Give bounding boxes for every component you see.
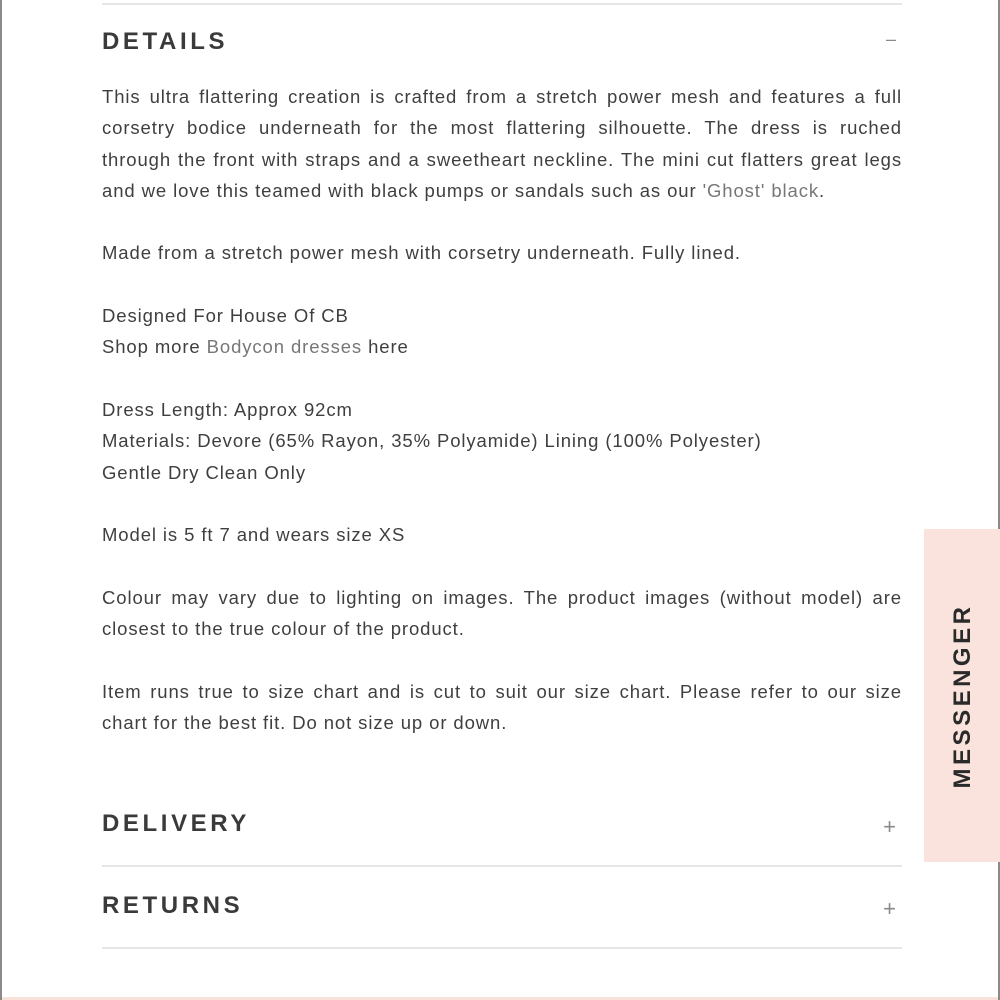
details-header[interactable] (102, 28, 902, 68)
messenger-tab[interactable] (924, 529, 1000, 862)
designed-for: Designed For House Of CB (102, 305, 349, 327)
bodycon-dresses-link[interactable]: Bodycon dresses (206, 336, 363, 358)
details-intro (102, 81, 902, 206)
delivery-header[interactable] (102, 810, 902, 850)
shop-more-prefix: Shop more (102, 336, 207, 358)
expand-icon[interactable]: + (883, 896, 896, 921)
ghost-black-link[interactable]: 'Ghost' black (702, 179, 820, 201)
designer-block (102, 300, 902, 363)
expand-icon[interactable]: + (883, 814, 896, 839)
collapse-icon[interactable]: – (885, 29, 896, 49)
delivery-title: DELIVERY (102, 810, 250, 837)
returns-divider (102, 947, 902, 949)
top-divider (102, 3, 902, 5)
returns-title: RETURNS (102, 892, 244, 919)
fabric-note: Made from a stretch power mesh with corsetry underneath. Fully lined. (102, 242, 741, 264)
dress-length: Dress Length: Approx 92cm (102, 398, 353, 420)
care-instructions: Gentle Dry Clean Only (102, 461, 306, 483)
details-content (102, 81, 902, 770)
returns-header[interactable] (102, 892, 902, 932)
returns-section (102, 892, 902, 932)
delivery-divider (102, 865, 902, 867)
size-note: Item runs true to size chart and is cut to suit our size chart. Please refer to our size chart for the best fit. Do not size up or down. (102, 680, 902, 733)
delivery-section (102, 810, 902, 850)
shop-more (102, 331, 902, 362)
model-info: Model is 5 ft 7 and wears size XS (102, 524, 406, 546)
details-intro-end: . (819, 179, 826, 201)
shop-more-suffix: here (362, 336, 409, 358)
messenger-label: MESSENGER (949, 603, 976, 788)
details-intro-text: This ultra flattering creation is crafted from a stretch power mesh and features a full corsetry bodice underneath for the most flattering silhouette. The dress is ruched through the front with straps and a sweetheart neckline. The mini cut flatters great legs and we love this teamed with black pumps or sandals such as our (102, 86, 902, 201)
colour-note: Colour may vary due to lighting on images. The product images (without model) are closest to the true colour of the product. (102, 586, 902, 640)
materials: Materials: Devore (65% Rayon, 35% Polyamide) Lining (100% Polyester) (102, 430, 762, 452)
specs-block (102, 394, 902, 488)
details-title: DETAILS (102, 28, 229, 55)
details-section (102, 28, 902, 68)
